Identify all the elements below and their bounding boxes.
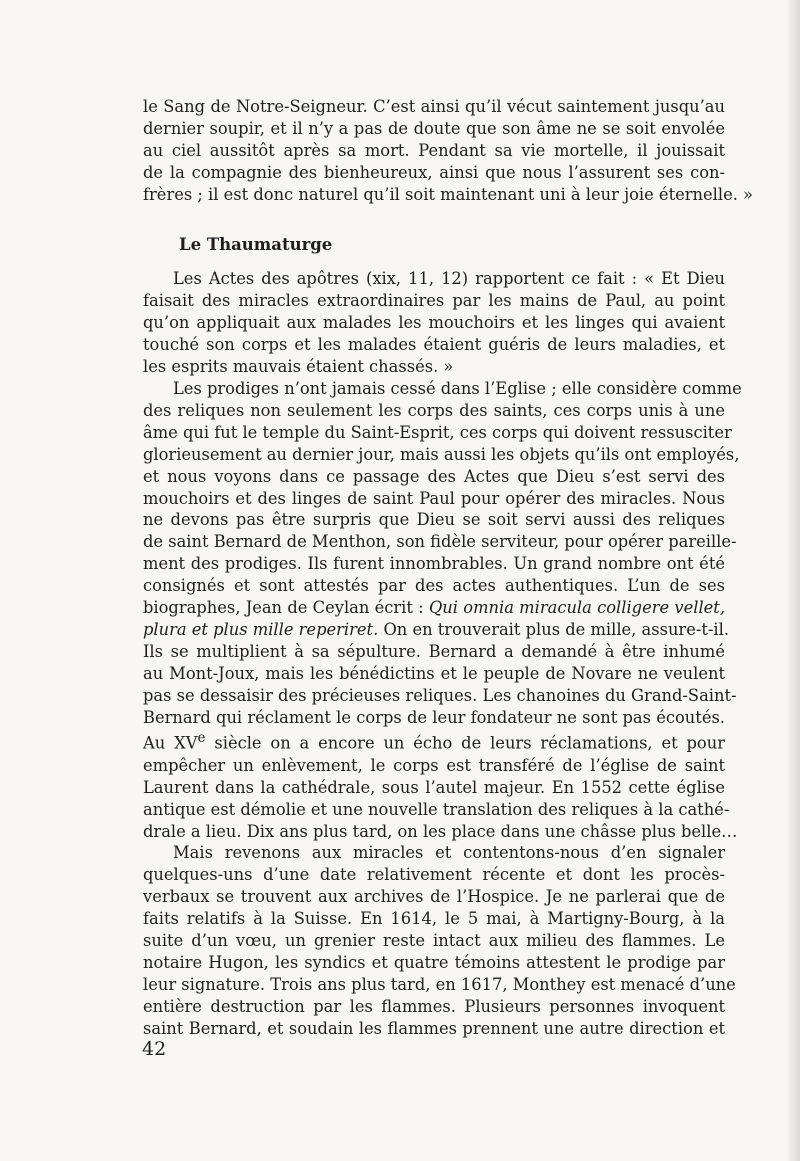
text-line: faits relatifs à la Suisse. En 1614, le 5 mai, à Martigny-Bourg, à la — [143, 909, 725, 929]
text-line: suite d’un vœu, un grenier reste intact aux milieu des flammes. Le — [143, 931, 725, 951]
paragraph-relics — [143, 378, 742, 842]
text-line: Les prodiges n’ont jamais cessé dans l’Eglise ; elle considère comme — [173, 378, 742, 398]
text-line: Ils se multiplient à sa sépulture. Bernard a demandé à être inhumé — [143, 641, 725, 661]
text-line: Mais revenons aux miracles et contentons-nous d’en signaler — [173, 843, 725, 863]
text-fragment: biographes, Jean de Ceylan écrit : — [143, 598, 429, 618]
paragraph-closing-quote — [143, 96, 754, 206]
page-edge-shadow — [786, 0, 800, 1161]
text-line-century — [143, 728, 725, 754]
page-number: 42 — [142, 1038, 167, 1060]
text-line: frères ; il est donc naturel qu’il soit maintenant uni à leur joie éternelle. » — [143, 184, 754, 204]
text-line: et nous voyons dans ce passage des Actes que Dieu s’est servi des — [143, 466, 725, 486]
text-line: Les Actes des apôtres (xix, 11, 12) rapportent ce fait : « Et Dieu — [173, 269, 725, 289]
text-line: dernier soupir, et il n’y a pas de doute que son âme ne se soit envolée — [143, 118, 725, 138]
text-line: touché son corps et les malades étaient guéris de leurs maladies, et — [143, 335, 725, 355]
text-line: empêcher un enlèvement, le corps est transféré de l’église de saint — [143, 755, 725, 775]
page-text — [143, 96, 754, 1040]
paragraph-acts-quote — [143, 268, 725, 378]
text-line: ne devons pas être surpris que Dieu se soit servi aussi des reliques — [143, 510, 725, 530]
text-line: de saint Bernard de Menthon, son fidèle serviteur, pour opérer pareille- — [143, 532, 737, 552]
text-line: des reliques non seulement les corps des saints, ces corps unis à une — [143, 400, 725, 420]
text-line: glorieusement au dernier jour, mais aussi les objets qu’ils ont employés, — [143, 444, 740, 464]
text-line: antique est démolie et une nouvelle translation des reliques à la cathé- — [143, 799, 730, 819]
text-line: saint Bernard, et soudain les flammes prennent une autre direction et — [143, 1018, 725, 1038]
text-line: mouchoirs et des linges de saint Paul pour opérer des miracles. Nous — [143, 488, 725, 508]
text-line: entière destruction par les flammes. Plusieurs personnes invoquent — [143, 996, 725, 1016]
latin-quote: plura et plus mille reperiret. — [143, 619, 379, 639]
latin-quote: Qui omnia miracula colligere vellet, — [428, 598, 726, 618]
text-line: notaire Hugon, les syndics et quatre témoins attestent le prodige par — [143, 952, 725, 972]
text-line: pas se dessaisir des précieuses reliques. Les chanoines du Grand-Saint- — [143, 685, 737, 705]
text-line: leur signature. Trois ans plus tard, en 1617, Monthey est menacé d’une — [143, 974, 736, 994]
superscript: e — [197, 730, 206, 747]
section-heading: Le Thaumaturge — [179, 234, 333, 254]
text-line: consignés et sont attestés par des actes authentiques. L’un de ses — [143, 576, 725, 596]
text-line: drale a lieu. Dix ans plus tard, on les place dans une châsse plus belle… — [143, 821, 738, 841]
text-line-latin-quote — [143, 597, 725, 619]
text-line: âme qui fut le temple du Saint-Esprit, ces corps qui doivent ressusciter — [143, 422, 732, 442]
text-line: ment des prodiges. Ils furent innombrables. Un grand nombre ont été — [143, 554, 725, 574]
text-fragment: siècle on a encore un écho de leurs réclamations, et pour — [205, 733, 725, 753]
text-line: de la compagnie des bienheureux, ainsi que nous l’assurent ses con- — [143, 162, 725, 182]
text-fragment: On en trouverait plus de mille, assure-t-il. — [378, 619, 729, 639]
text-line: au ciel aussitôt après sa mort. Pendant sa vie mortelle, il jouissait — [143, 140, 725, 160]
text-line: quelques-uns d’une date relativement récente et dont les procès- — [143, 865, 725, 885]
text-line: Laurent dans la cathédrale, sous l’autel majeur. En 1552 cette église — [143, 777, 725, 797]
text-line: au Mont-Joux, mais les bénédictins et le peuple de Novare ne veulent — [143, 663, 725, 683]
text-fragment: Au XV — [143, 733, 198, 753]
text-line: le Sang de Notre-Seigneur. C’est ainsi qu’il vécut saintement jusqu’au — [143, 97, 725, 116]
text-line: les esprits mauvais étaient chassés. » — [143, 357, 454, 377]
paragraph-miracles — [143, 842, 736, 1039]
text-line: qu’on appliquait aux malades les mouchoirs et les linges qui avaient — [143, 313, 725, 333]
text-line: Bernard qui réclament le corps de leur fondateur ne sont pas écoutés. — [143, 707, 725, 727]
text-line-latin-quote — [143, 619, 729, 641]
text-line: faisait des miracles extraordinaires par les mains de Paul, au point — [143, 291, 725, 311]
text-line: verbaux se trouvent aux archives de l’Hospice. Je ne parlerai que de — [143, 887, 725, 907]
